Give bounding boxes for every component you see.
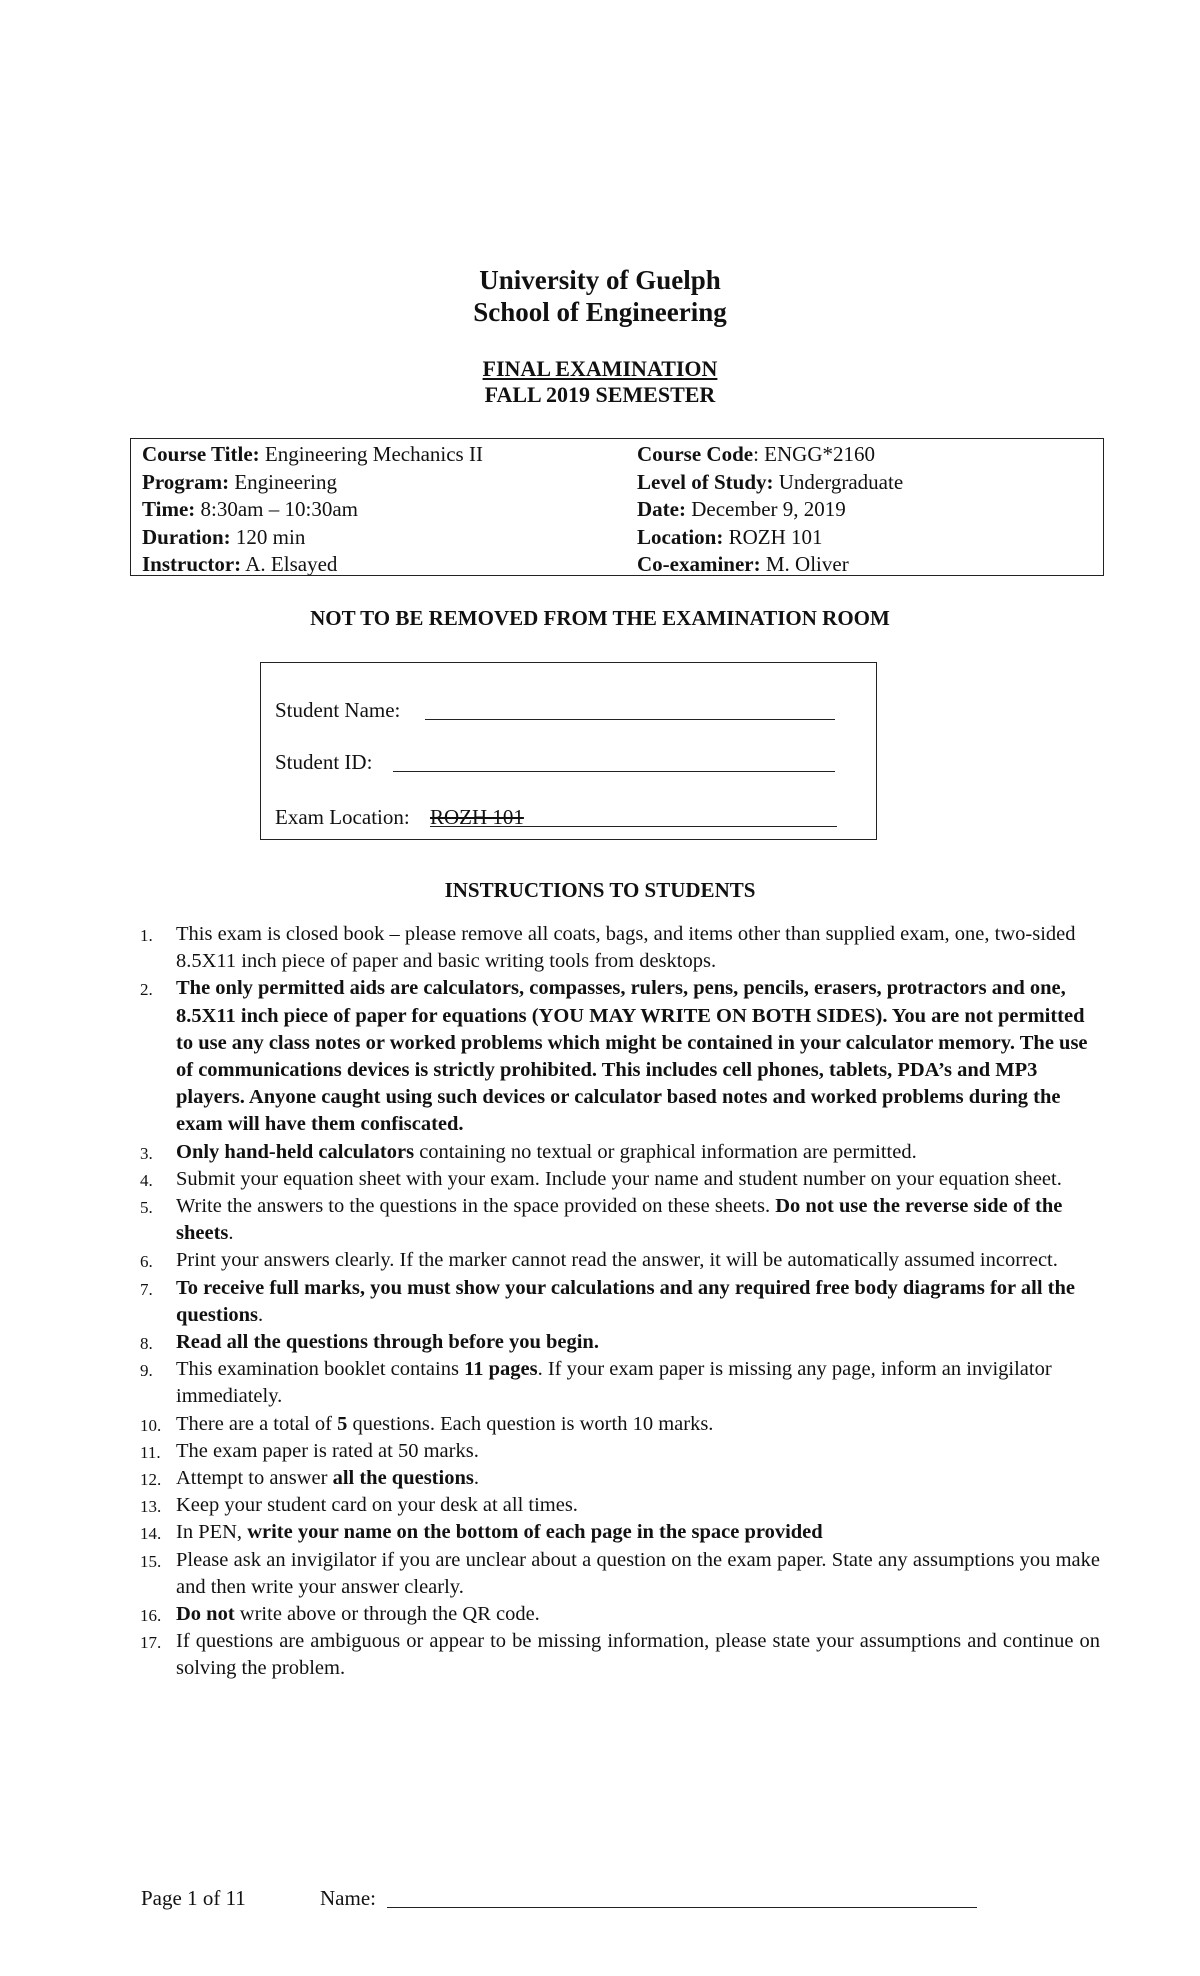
course-info-label: Instructor:	[142, 552, 242, 576]
instruction-number: 1.	[140, 926, 153, 945]
instruction-number: 7.	[140, 1279, 153, 1299]
instruction-item	[140, 1492, 1100, 1519]
instruction-text: . If your exam paper is missing any page, inform an invigilator immediately.	[176, 1358, 1057, 1408]
instruction-text: To receive full marks, you must show your calculations and any required free body diagrams for all the questions	[176, 1276, 1081, 1326]
university-name: University of Guelph	[479, 265, 721, 295]
instruction-item	[140, 1166, 1100, 1193]
instruction-number: 11.	[140, 1442, 161, 1462]
exam-title: FINAL EXAMINATION	[482, 356, 718, 381]
student-name-line[interactable]	[425, 719, 835, 720]
instruction-item	[140, 1247, 1100, 1274]
course-info-value: 120 min	[230, 524, 306, 549]
instruction-text: .	[473, 1467, 479, 1490]
instruction-number: 15.	[140, 1551, 162, 1571]
instruction-text: .	[258, 1303, 264, 1326]
course-info-box	[130, 438, 1104, 576]
course-info-row	[142, 551, 483, 579]
course-info-value: 8:30am – 10:30am	[195, 497, 359, 521]
removal-notice: NOT TO BE REMOVED FROM THE EXAMINATION ROOM	[310, 606, 890, 630]
instruction-text: Please ask an invigilator if you are unclear about a question on the exam paper. State any assumptions you make and then write your answer clearly.	[176, 1548, 1106, 1598]
instructions-list	[140, 921, 1106, 1683]
instruction-text: Read all the questions through before you begin.	[176, 1331, 599, 1354]
student-id-field[interactable]	[275, 749, 372, 775]
course-info-row	[637, 469, 903, 497]
instruction-text: write above or through the QR code.	[234, 1603, 540, 1626]
instruction-item	[140, 1438, 1100, 1465]
school-name: School of Engineering	[473, 297, 727, 327]
instruction-text: If questions are ambiguous or appear to be missing information, please state your assumptions and continue on solving the problem.	[176, 1630, 1106, 1680]
instruction-text: There are a total of	[176, 1412, 338, 1435]
instruction-item	[140, 1139, 1100, 1166]
course-info-value: M. Oliver	[760, 552, 849, 576]
course-info-label: Location:	[637, 524, 724, 549]
course-info-row	[142, 469, 483, 497]
course-info-right	[637, 441, 903, 579]
instruction-text: The only permitted aids are calculators, compasses, rulers, pens, pencils, erasers, protractors and one, 8.5X11 inch piece of paper for equations (YOU MAY WRITE ON BOTH SIDES). You are not permitted to use any class notes or worked problems which might be contained in your calculator memory. The use of communications devices is strictly prohibited. This includes cell phones, tablets, PDA’s and MP3 players. Anyone caught using such devices or calculator based notes and worked problems during the exam will have them confiscated.	[176, 977, 1093, 1136]
instructions-title: INSTRUCTIONS TO STUDENTS	[444, 878, 756, 902]
instruction-item	[140, 1275, 1100, 1329]
instruction-item	[140, 1411, 1100, 1438]
course-info-value: December 9, 2019	[685, 497, 846, 521]
instruction-text: .	[228, 1222, 234, 1245]
instruction-text: In PEN,	[176, 1521, 248, 1544]
student-name-field[interactable]	[275, 697, 400, 723]
instruction-text: containing no textual or graphical information are permitted.	[414, 1140, 917, 1163]
instruction-number: 16.	[140, 1606, 162, 1626]
instruction-number: 13.	[140, 1497, 162, 1517]
course-info-label: Course Title:	[142, 442, 260, 466]
instruction-number: 2.	[140, 980, 153, 1000]
course-info-label: Co-examiner:	[637, 552, 761, 576]
instruction-text: Submit your equation sheet with your exam. Include your name and student number on your equation sheet.	[176, 1167, 1062, 1190]
footer-name-label: Name:	[320, 1886, 376, 1910]
instruction-item	[140, 1628, 1106, 1682]
instruction-text: Attempt to answer	[176, 1467, 333, 1490]
instruction-item	[140, 1356, 1100, 1410]
instruction-number: 4.	[140, 1170, 153, 1190]
instruction-text: 5	[337, 1412, 348, 1435]
instruction-text: This examination booklet contains	[176, 1358, 465, 1381]
instruction-text: Do not	[176, 1603, 235, 1626]
course-info-row	[142, 524, 483, 552]
instruction-text: Write the answers to the questions in the space provided on these sheets.	[176, 1195, 776, 1218]
instruction-item	[140, 1193, 1100, 1247]
instruction-text: questions. Each question is worth 10 marks.	[347, 1412, 714, 1435]
exam-location-label: Exam Location:	[275, 805, 410, 829]
course-info-label: Course Code	[637, 442, 754, 466]
course-info-label: Program:	[142, 469, 230, 494]
course-info-value: Engineering Mechanics II	[259, 442, 483, 466]
instruction-text: Do not use the reverse side of the sheets	[176, 1195, 1068, 1245]
instruction-text: The exam paper is rated at 50 marks.	[176, 1439, 479, 1462]
instruction-number: 6.	[140, 1252, 153, 1272]
course-info-row	[142, 441, 483, 469]
instruction-text: write your name on the bottom of each page in the space provided	[247, 1521, 823, 1544]
course-info-row	[637, 551, 903, 579]
course-info-value: Engineering	[229, 469, 337, 494]
course-info-row	[142, 496, 483, 524]
course-info-value: : ENGG*2160	[753, 442, 875, 466]
instruction-text: all the questions	[332, 1467, 474, 1490]
instruction-text: 11 pages	[464, 1358, 538, 1381]
student-name-label: Student Name:	[275, 698, 401, 722]
footer-name-line[interactable]	[387, 1907, 977, 1908]
semester: FALL 2019 SEMESTER	[484, 382, 716, 407]
course-info-row	[637, 524, 903, 552]
instruction-text: This exam is closed book – please remove all coats, bags, and items other than supplied exam, one, two-sided 8.5X11 inch piece of paper and basic writing tools from desktops.	[176, 923, 1081, 973]
course-info-value: Undergraduate	[773, 469, 904, 494]
course-info-label: Level of Study:	[637, 469, 774, 494]
instruction-number: 8.	[140, 1334, 153, 1354]
course-info-label: Duration:	[142, 524, 231, 549]
course-info-value: ROZH 101	[723, 524, 823, 549]
instruction-text: Print your answers clearly. If the marker cannot read the answer, it will be automatically assumed incorrect.	[176, 1249, 1058, 1272]
instruction-number: 12.	[140, 1470, 162, 1490]
instruction-item	[140, 1465, 1100, 1492]
course-info-label: Time:	[142, 497, 196, 521]
student-info-box	[260, 662, 877, 840]
course-info-label: Date:	[637, 497, 686, 521]
instruction-item	[140, 1329, 1100, 1356]
instruction-item	[140, 1519, 1100, 1546]
instruction-number: 9.	[140, 1361, 153, 1381]
instruction-number: 17.	[140, 1633, 162, 1653]
course-info-row	[637, 496, 903, 524]
instruction-number: 5.	[140, 1198, 153, 1218]
instruction-text: Only hand-held calculators	[176, 1140, 415, 1163]
instruction-number: 3.	[140, 1143, 153, 1163]
instruction-item	[140, 921, 1100, 975]
exam-location-field[interactable]	[275, 804, 524, 830]
course-info-row	[637, 441, 903, 469]
exam-location-line[interactable]	[430, 826, 837, 827]
instruction-item	[140, 1547, 1106, 1601]
page-number: Page 1 of 11	[141, 1886, 246, 1910]
student-id-line[interactable]	[393, 771, 835, 772]
instruction-item	[140, 975, 1100, 1138]
instruction-number: 14.	[140, 1524, 162, 1544]
exam-location-value: ROZH 101	[430, 805, 524, 829]
instruction-text: Keep your student card on your desk at all times.	[176, 1494, 578, 1517]
instruction-item	[140, 1601, 1100, 1628]
student-id-label: Student ID:	[275, 750, 373, 774]
course-info-value: A. Elsayed	[241, 552, 338, 576]
instruction-number: 10.	[140, 1415, 162, 1435]
course-info-left	[142, 441, 483, 579]
